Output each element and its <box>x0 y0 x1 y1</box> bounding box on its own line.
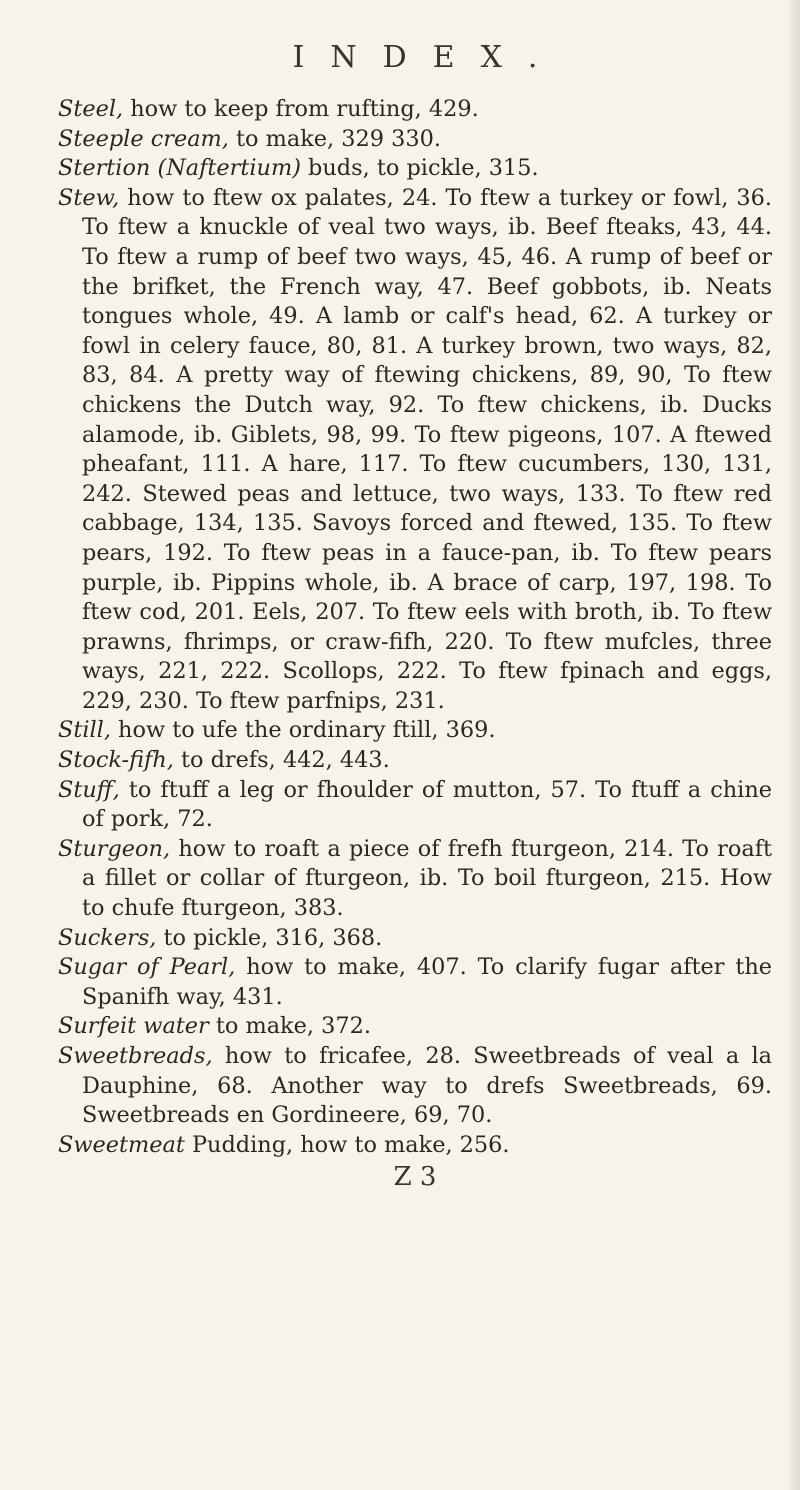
page-title: INDEX. <box>292 40 564 75</box>
index-entry <box>58 1042 772 1131</box>
entry-term: Stuff, <box>58 776 120 803</box>
entry-text: how to make, 407. To clarify fugar after the Spanifh way, 431. <box>82 954 772 1010</box>
index-entry <box>58 1131 772 1161</box>
entry-term: Sugar of Pearl, <box>58 954 236 981</box>
index-entry <box>58 924 772 954</box>
index-entry <box>58 95 772 125</box>
entry-text: how to roaft a piece of frefh fturgeon, 214. To roaft a fillet or collar of fturgeon, ib. To boil fturgeon, 215. How to chufe fturgeon, 383. <box>82 835 772 922</box>
index-entry <box>58 125 772 155</box>
entry-term: Stock-fifh, <box>58 747 174 774</box>
index-entry <box>58 154 772 184</box>
entry-text: how to fricafee, 28. Sweetbreads of veal a la Dauphine, 68. Another way to drefs Sweetbreads, 69. Sweetbreads en Gordineere, 69, 70. <box>82 1043 772 1129</box>
index-entry <box>58 1012 772 1042</box>
entry-term: Stertion (Naftertium) <box>58 155 301 182</box>
index-entry <box>58 835 772 924</box>
entry-term: Sturgeon, <box>58 835 171 862</box>
entry-text: to pickle, 316, 368. <box>156 924 383 951</box>
entry-term: Steel, <box>58 96 124 122</box>
entry-text: to make, 329 330. <box>228 125 441 152</box>
entry-term: Surfeit water <box>58 1013 209 1040</box>
index-entry <box>58 953 772 1012</box>
entry-term: Sweetmeat <box>58 1131 185 1158</box>
entry-term: Suckers, <box>58 924 157 951</box>
page-edge-shadow <box>786 0 800 1490</box>
index-entry <box>58 776 772 835</box>
entry-text: how to ufe the ordinary ftill, 369. <box>110 717 496 744</box>
entry-term: Steeple cream, <box>58 125 229 152</box>
entry-text: to ftuff a leg or fhoulder of mutton, 57. To ftuff a chine of pork, 72. <box>82 776 772 833</box>
entry-term: Stew, <box>58 184 120 211</box>
entry-text: buds, to pickle, 315. <box>300 155 539 182</box>
entry-text: how to keep from rufting, 429. <box>123 96 479 122</box>
entry-text: to drefs, 442, 443. <box>173 747 390 774</box>
entry-text: to make, 372. <box>208 1013 371 1040</box>
index-entry <box>58 184 772 717</box>
signature-mark: Z 3 <box>393 1162 437 1193</box>
entry-text: Pudding, how to make, 256. <box>184 1131 510 1158</box>
index-entries <box>58 95 772 1160</box>
entry-term: Sweetbreads, <box>58 1043 213 1069</box>
entry-term: Still, <box>58 717 111 744</box>
index-entry <box>58 746 772 776</box>
entry-text: how to ftew ox palates, 24. To ftew a turkey or fowl, 36. To ftew a knuckle of veal two ways, ib. Beef fteaks, 43, 44. To ftew a rump of beef two ways, 45, 46. A rump of beef or the brifket, the French way, 47. Beef gobbots, ib. Neats tongues whole, 49. A lamb or calf's head, 62. A turkey or fowl in celery fauce, 80, 81. A turkey brown, two ways, 82, 83, 84. A pretty way of ftewing chickens, 89, 90, To ftew chickens the Dutch way, 92. To ftew chickens, ib. Ducks alamode, ib. Giblets, 98, 99. To ftew pigeons, 107. A ftewed pheafant, 111. A hare, 117. To ftew cucumbers, 130, 131, 242. Stewed peas and lettuce, two ways, 133. To ftew red cabbage, 134, 135. Savoys forced and ftewed, 135. To ftew pears, 192. To ftew peas in a fauce-pan, ib. To ftew pears purple, ib. Pippins whole, ib. A brace of carp, 197, 198. To ftew cod, 201. Eels, 207. To ftew eels with broth, ib. To ftew prawns, fhrimps, or craw-fifh, 220. To ftew mufcles, three ways, 221, 222. Scollops, 222. To ftew fpinach and eggs, 229, 230. To ftew parfnips, 231. <box>82 184 772 714</box>
index-entry <box>58 716 772 746</box>
